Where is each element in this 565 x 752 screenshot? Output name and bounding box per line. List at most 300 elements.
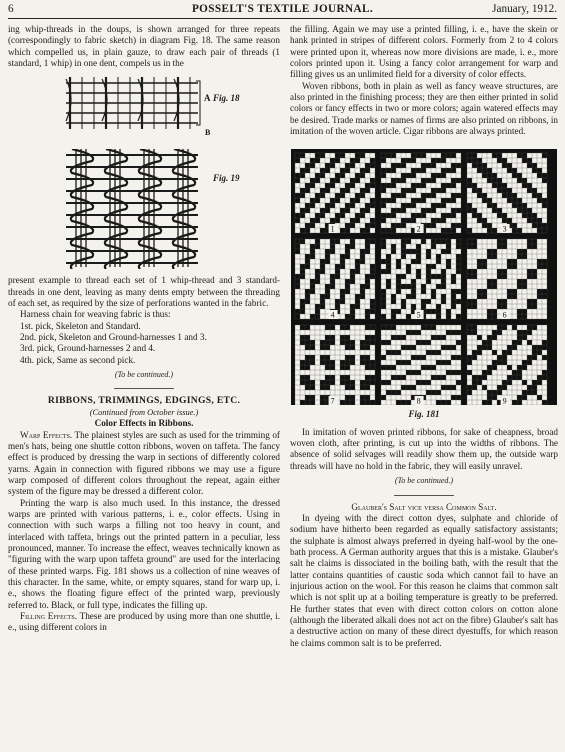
weave-filling-square — [365, 183, 370, 188]
weave-filling-square — [360, 294, 365, 299]
weave-filling-square — [421, 304, 426, 309]
weave-filling-square — [340, 289, 345, 294]
weave-filling-square — [517, 228, 522, 233]
weave-filling-square — [472, 208, 477, 213]
weave-filling-square — [436, 158, 441, 163]
weave-filling-square — [305, 385, 310, 390]
weave-filling-square — [441, 299, 446, 304]
weave-filling-square — [320, 208, 325, 213]
weave-filling-square — [517, 314, 522, 319]
weave-filling-square — [315, 304, 320, 309]
weave-filling-square — [497, 244, 502, 249]
weave-filling-square — [517, 395, 522, 400]
weave-filling-square — [335, 198, 340, 203]
weave-filling-square — [477, 380, 482, 385]
weave-filling-square — [456, 314, 461, 319]
weave-filling-square — [537, 375, 542, 380]
weave-filling-square — [350, 279, 355, 284]
weave-filling-square — [295, 193, 300, 198]
weave-filling-square — [401, 274, 406, 279]
weave-filling-square — [441, 228, 446, 233]
weave-filling-square — [451, 213, 456, 218]
weave-filling-square — [360, 340, 365, 345]
issue-date: January, 1912. — [492, 3, 557, 15]
weave-filling-square — [426, 299, 431, 304]
weave-filling-square — [300, 228, 305, 233]
weave-filling-square — [507, 294, 512, 299]
weave-filling-square — [497, 153, 502, 158]
weave-filling-square — [365, 223, 370, 228]
weave-filling-square — [330, 218, 335, 223]
weave-filling-square — [310, 254, 315, 259]
weave-filling-square — [345, 249, 350, 254]
weave-filling-square — [360, 153, 365, 158]
weave-filling-square — [396, 400, 401, 405]
weave-filling-square — [426, 269, 431, 274]
weave-filling-square — [436, 173, 441, 178]
weave-filling-square — [436, 259, 441, 264]
page-number: 6 — [8, 3, 14, 15]
weave-filling-square — [401, 360, 406, 365]
weave-filling-square — [406, 330, 411, 335]
weave-filling-square — [522, 360, 527, 365]
article-title: Glauber's Salt vice versa Common Salt. — [351, 501, 497, 512]
weave-filling-square — [532, 385, 537, 390]
weave-filling-square — [381, 259, 386, 264]
weave-filling-square — [391, 335, 396, 340]
weave-filling-square — [391, 294, 396, 299]
weave-filling-square — [441, 188, 446, 193]
weave-filling-square — [411, 249, 416, 254]
weave-filling-square — [517, 335, 522, 340]
weave-filling-square — [532, 239, 537, 244]
weave-filling-square — [416, 213, 421, 218]
weave-filling-square — [360, 380, 365, 385]
continued-note: (To be continued.) — [114, 370, 174, 380]
weave-filling-square — [365, 395, 370, 400]
weave-filling-square — [527, 355, 532, 360]
weave-filling-square — [522, 284, 527, 289]
weave-filling-square — [330, 325, 335, 330]
weave-filling-square — [320, 400, 325, 405]
weave-filling-square — [492, 228, 497, 233]
weave-filling-square — [542, 178, 547, 183]
weave-filling-square — [350, 218, 355, 223]
weave-filling-square — [537, 218, 542, 223]
weave-filling-square — [350, 274, 355, 279]
weave-filling-square — [492, 178, 497, 183]
weave-filling-square — [482, 340, 487, 345]
weave-filling-square — [386, 198, 391, 203]
weave-filling-square — [335, 264, 340, 269]
weave-filling-square — [502, 385, 507, 390]
weave-filling-square — [517, 284, 522, 289]
weave-filling-square — [340, 153, 345, 158]
weave-filling-square — [542, 228, 547, 233]
weave-filling-square — [406, 314, 411, 319]
weave-filling-square — [386, 284, 391, 289]
weave-filling-square — [431, 173, 436, 178]
weave-filling-square — [537, 395, 542, 400]
weave-filling-square — [300, 208, 305, 213]
weave-filling-square — [512, 168, 517, 173]
weave-filling-square — [305, 365, 310, 370]
weave-filling-square — [492, 153, 497, 158]
weave-filling-square — [446, 309, 451, 314]
weave-filling-square — [350, 360, 355, 365]
weave-filling-square — [522, 335, 527, 340]
weave-filling-square — [482, 385, 487, 390]
weave-filling-square — [305, 289, 310, 294]
weave-filling-square — [472, 330, 477, 335]
weave-filling-square — [507, 218, 512, 223]
weave-filling-square — [441, 198, 446, 203]
weave-filling-square — [456, 193, 461, 198]
weave-filling-square — [482, 198, 487, 203]
weave-filling-square — [386, 153, 391, 158]
weave-filling-square — [315, 244, 320, 249]
weave-filling-square — [340, 259, 345, 264]
weave-filling-square — [522, 380, 527, 385]
weave-filling-square — [305, 355, 310, 360]
weave-filling-square — [512, 173, 517, 178]
weave-filling-square — [365, 340, 370, 345]
weave-filling-square — [467, 208, 472, 213]
weave-filling-square — [381, 168, 386, 173]
weave-filling-square — [350, 309, 355, 314]
weave-filling-square — [467, 269, 472, 274]
weave-filling-square — [391, 213, 396, 218]
weave-filling-square — [411, 158, 416, 163]
weave-filling-square — [345, 360, 350, 365]
weave-filling-square — [446, 259, 451, 264]
weave-filling-square — [446, 213, 451, 218]
journal-title: POSSELT'S TEXTILE JOURNAL. — [191, 3, 374, 15]
weave-filling-square — [512, 345, 517, 350]
weave-filling-square — [305, 400, 310, 405]
weave-filling-square — [487, 390, 492, 395]
weave-filling-square — [487, 309, 492, 314]
weave-filling-square — [391, 163, 396, 168]
weave-filling-square — [431, 309, 436, 314]
weave-filling-square — [401, 345, 406, 350]
weave-filling-square — [360, 259, 365, 264]
cell-number: 3 — [502, 224, 507, 234]
weave-filling-square — [320, 299, 325, 304]
fig181-weave-grid — [291, 149, 557, 405]
weave-filling-square — [451, 153, 456, 158]
weave-filling-square — [370, 183, 375, 188]
weave-filling-square — [436, 239, 441, 244]
weave-filling-square — [482, 264, 487, 269]
weave-filling-square — [421, 153, 426, 158]
weave-filling-square — [300, 309, 305, 314]
weave-filling-square — [482, 218, 487, 223]
weave-filling-square — [517, 153, 522, 158]
pick-item: 2nd. pick, Skeleton and Ground-harnesses 1 and 3. — [20, 332, 207, 343]
weave-filling-square — [300, 188, 305, 193]
weave-filling-square — [517, 178, 522, 183]
weave-filling-square — [436, 284, 441, 289]
weave-filling-square — [406, 264, 411, 269]
weave-filling-square — [365, 228, 370, 233]
weave-filling-square — [487, 365, 492, 370]
weave-filling-square — [522, 213, 527, 218]
weave-filling-square — [320, 355, 325, 360]
weave-filling-square — [472, 304, 477, 309]
weave-filling-square — [431, 335, 436, 340]
weave-filling-square — [517, 203, 522, 208]
weave-filling-square — [532, 304, 537, 309]
weave-filling-square — [542, 375, 547, 380]
weave-filling-square — [320, 213, 325, 218]
weave-filling-square — [522, 249, 527, 254]
weave-filling-square — [456, 355, 461, 360]
weave-filling-square — [325, 249, 330, 254]
weave-filling-square — [305, 168, 310, 173]
weave-filling-square — [370, 304, 375, 309]
weave-filling-square — [441, 400, 446, 405]
weave-filling-square — [396, 264, 401, 269]
weave-filling-square — [360, 213, 365, 218]
weave-filling-square — [426, 274, 431, 279]
weave-filling-square — [340, 168, 345, 173]
weave-filling-square — [335, 239, 340, 244]
weave-filling-square — [345, 208, 350, 213]
weave-filling-square — [522, 279, 527, 284]
weave-filling-square — [340, 294, 345, 299]
weave-filling-square — [467, 385, 472, 390]
fig19-drawing — [8, 149, 280, 269]
weave-filling-square — [436, 390, 441, 395]
weave-filling-square — [522, 208, 527, 213]
paragraph: Warp Effects. The plainest styles are such as used for the trimming of men's hats, being one shuttle cotton ribbons, woven on taffeta. The fancy effect is produced by dressing the warp in sections of differently colored yarns. Again in connection with figured ribbons we may use a figure warp composed of different colors throughout the repeat, again either system of the figure may be dressed a different color. — [8, 429, 280, 497]
weave-filling-square — [406, 400, 411, 405]
weave-filling-square — [527, 274, 532, 279]
weave-filling-square — [391, 325, 396, 330]
weave-filling-square — [320, 395, 325, 400]
weave-filling-square — [532, 163, 537, 168]
weave-filling-square — [507, 365, 512, 370]
weave-filling-square — [532, 345, 537, 350]
weave-filling-square — [492, 254, 497, 259]
weave-filling-square — [517, 279, 522, 284]
weave-filling-square — [401, 239, 406, 244]
weave-filling-square — [320, 259, 325, 264]
weave-filling-square — [295, 173, 300, 178]
weave-filling-square — [456, 223, 461, 228]
weave-filling-square — [370, 400, 375, 405]
weave-filling-square — [482, 193, 487, 198]
weave-filling-square — [340, 340, 345, 345]
weave-filling-square — [507, 168, 512, 173]
weave-filling-square — [310, 178, 315, 183]
weave-filling-square — [401, 158, 406, 163]
weave-filling-square — [401, 335, 406, 340]
weave-filling-square — [370, 380, 375, 385]
weave-filling-square — [411, 355, 416, 360]
weave-filling-square — [441, 203, 446, 208]
weave-filling-square — [502, 360, 507, 365]
weave-filling-square — [305, 203, 310, 208]
weave-filling-square — [522, 314, 527, 319]
weave-filling-square — [370, 274, 375, 279]
weave-filling-square — [522, 153, 527, 158]
weave-filling-square — [456, 330, 461, 335]
weave-filling-square — [381, 294, 386, 299]
weave-filling-square — [300, 193, 305, 198]
weave-filling-square — [360, 249, 365, 254]
weave-filling-square — [360, 289, 365, 294]
weave-filling-square — [330, 244, 335, 249]
weave-filling-square — [360, 284, 365, 289]
weave-filling-square — [295, 309, 300, 314]
weave-filling-square — [532, 244, 537, 249]
weave-filling-square — [360, 228, 365, 233]
weave-filling-square — [340, 213, 345, 218]
weave-filling-square — [477, 218, 482, 223]
weave-filling-square — [421, 340, 426, 345]
weave-filling-square — [300, 269, 305, 274]
weave-filling-square — [426, 178, 431, 183]
weave-filling-square — [537, 380, 542, 385]
cell-number: 7 — [330, 396, 335, 406]
weave-filling-square — [365, 244, 370, 249]
weave-filling-square — [451, 228, 456, 233]
weave-filling-square — [350, 395, 355, 400]
weave-filling-square — [436, 375, 441, 380]
weave-filling-square — [310, 360, 315, 365]
weave-filling-square — [416, 340, 421, 345]
weave-filling-square — [340, 173, 345, 178]
weave-filling-square — [325, 168, 330, 173]
weave-filling-square — [431, 203, 436, 208]
weave-filling-square — [340, 299, 345, 304]
weave-filling-square — [406, 360, 411, 365]
page-header — [8, 3, 557, 19]
weave-filling-square — [370, 264, 375, 269]
weave-filling-square — [401, 304, 406, 309]
weave-filling-square — [370, 360, 375, 365]
weave-filling-square — [527, 183, 532, 188]
weave-filling-square — [451, 163, 456, 168]
weave-filling-square — [512, 203, 517, 208]
weave-filling-square — [492, 365, 497, 370]
weave-filling-square — [421, 208, 426, 213]
weave-filling-square — [310, 218, 315, 223]
weave-filling-square — [401, 178, 406, 183]
section-divider — [114, 388, 174, 389]
weave-filling-square — [487, 178, 492, 183]
weave-filling-square — [426, 208, 431, 213]
weave-filling-square — [350, 340, 355, 345]
weave-filling-square — [330, 198, 335, 203]
weave-filling-square — [542, 203, 547, 208]
weave-filling-square — [360, 385, 365, 390]
weave-filling-square — [512, 370, 517, 375]
weave-filling-square — [456, 163, 461, 168]
weave-filling-square — [401, 163, 406, 168]
paragraph: In dyeing with the direct cotton dyes, sulphate and chloride of sodium have hitherto been regarded as equally satisfactory assistants; the sulphate is almost always preferred in dyeing half-wool by the one-bath process. A German authority argues that this is a mistake. Glauber's salt he claims is dissociated in the boiling bath, with the result that the latter contains quantities of caustic soda which cannot fail to have an injurious action on the wool. For this reason he claims that common salt which is not split up at a boiling temperature is greatly to be preferred. He further states that even with direct cotton colors on cotton alone (although the liberated alkali does not act on the fibre) Glauber's salt has a destructive action on many of these direct dyestuffs, for which reason he claims common salt is to be preferred. — [290, 512, 558, 648]
weave-filling-square — [431, 218, 436, 223]
weave-filling-square — [512, 193, 517, 198]
weave-filling-square — [507, 198, 512, 203]
weave-filling-square — [295, 279, 300, 284]
weave-filling-square — [532, 350, 537, 355]
weave-filling-square — [507, 380, 512, 385]
weave-filling-square — [502, 213, 507, 218]
weave-filling-square — [467, 244, 472, 249]
weave-filling-square — [542, 355, 547, 360]
weave-filling-square — [360, 168, 365, 173]
weave-filling-square — [406, 370, 411, 375]
weave-filling-square — [295, 249, 300, 254]
weave-filling-square — [436, 218, 441, 223]
weave-filling-square — [532, 193, 537, 198]
weave-filling-square — [527, 360, 532, 365]
weave-filling-square — [492, 390, 497, 395]
weave-filling-square — [396, 193, 401, 198]
paragraph: Printing the warp is also much used. In this instance, the dressed warps are printed with various patterns, i. e., color effects. Using in connection with such warps a filling not too heavy in count, and interlaced with taffeta, brings out the printed pattern in a peculiar, less pronounced, manner. To increase the effect, weaves technically known as "figuring with the warp upon taffeta ground" are used for the interlacing of these printed warps. Fig. 181 shows us a collection of nine weaves of this character. In the same, white, or empty squares, stand for warp up, i. e., shows the floating figure effect of the printed warp, previously referred to. Black, or full type, indicates the filling up. — [8, 497, 280, 610]
weave-filling-square — [472, 385, 477, 390]
weave-filling-square — [497, 274, 502, 279]
weave-filling-square — [542, 198, 547, 203]
weave-filling-square — [507, 259, 512, 264]
weave-filling-square — [527, 330, 532, 335]
weave-filling-square — [325, 340, 330, 345]
weave-filling-square — [360, 395, 365, 400]
weave-filling-square — [365, 380, 370, 385]
weave-filling-square — [350, 244, 355, 249]
weave-filling-square — [487, 254, 492, 259]
weave-filling-square — [527, 213, 532, 218]
weave-filling-square — [365, 279, 370, 284]
weave-filling-square — [522, 390, 527, 395]
weave-filling-square — [350, 345, 355, 350]
weave-filling-square — [401, 208, 406, 213]
weave-filling-square — [492, 330, 497, 335]
weave-filling-square — [416, 269, 421, 274]
weave-filling-square — [527, 239, 532, 244]
weave-filling-square — [441, 360, 446, 365]
weave-filling-square — [401, 188, 406, 193]
weave-filling-square — [487, 314, 492, 319]
weave-filling-square — [325, 375, 330, 380]
weave-filling-square — [320, 153, 325, 158]
paragraph: Filling Effects. These are produced by using more than one shuttle, i. e., using different colors in — [8, 611, 280, 633]
weave-filling-square — [522, 158, 527, 163]
weave-filling-square — [310, 289, 315, 294]
weave-filling-square — [441, 294, 446, 299]
weave-filling-square — [340, 360, 345, 365]
weave-filling-square — [335, 218, 340, 223]
weave-filling-square — [421, 365, 426, 370]
weave-filling-square — [345, 289, 350, 294]
weave-filling-square — [502, 193, 507, 198]
weave-filling-square — [370, 178, 375, 183]
weave-filling-square — [396, 335, 401, 340]
weave-filling-square — [537, 264, 542, 269]
weave-filling-square — [456, 370, 461, 375]
weave-filling-square — [391, 249, 396, 254]
weave-filling-square — [300, 173, 305, 178]
weave-filling-square — [365, 360, 370, 365]
weave-filling-square — [482, 289, 487, 294]
weave-filling-square — [401, 223, 406, 228]
weave-filling-square — [446, 360, 451, 365]
weave-filling-square — [502, 158, 507, 163]
weave-filling-square — [441, 249, 446, 254]
